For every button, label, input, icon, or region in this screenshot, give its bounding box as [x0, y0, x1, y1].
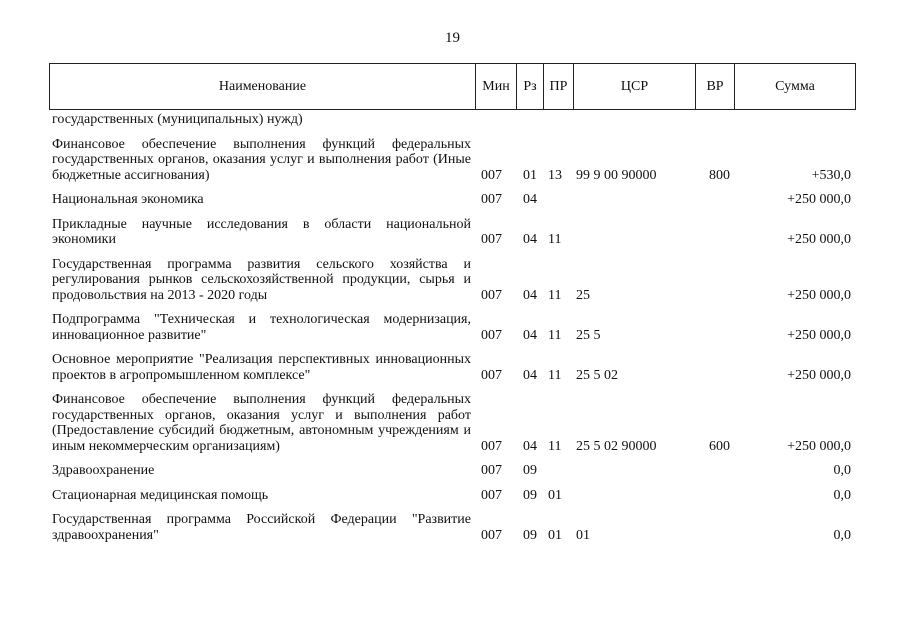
row-sum-cell: 0,0	[833, 463, 851, 478]
row-spacer	[49, 128, 855, 137]
row-spacer	[49, 503, 855, 512]
row-spacer-cell	[49, 454, 855, 463]
row-pr-cell: 11	[548, 367, 562, 383]
row-rz-cell: 04	[523, 287, 537, 303]
row-sum-cell: +530,0	[811, 167, 851, 183]
row-spacer-cell	[49, 503, 855, 512]
row-csr-cell: 01	[576, 527, 590, 543]
table-row	[49, 512, 855, 543]
row-min-cell: 007	[481, 232, 502, 247]
row-rz-cell: 01	[523, 167, 537, 183]
row-csr-cell: 99 9 00 90000	[576, 167, 657, 183]
row-min-cell: 007	[481, 287, 502, 303]
row-sum-cell: 0,0	[833, 527, 851, 543]
row-name-cell: Подпрограмма "Техническая и технологическая модернизация, инновационное развитие"	[52, 312, 471, 343]
row-spacer	[49, 343, 855, 352]
row-spacer-cell	[49, 343, 855, 352]
row-spacer	[49, 183, 855, 192]
row-csr-cell: 25 5 02	[576, 367, 618, 383]
row-vr-cell	[695, 112, 734, 128]
row-pr-cell	[543, 112, 573, 128]
table-row	[49, 312, 855, 343]
column-header-pr: ПР	[544, 64, 574, 110]
row-sum-cell: +250 000,0	[787, 287, 851, 303]
row-pr-cell: 11	[548, 438, 562, 454]
row-csr-cell	[573, 112, 695, 128]
table-row	[49, 463, 855, 479]
row-min-cell: 007	[481, 487, 502, 503]
row-csr-cell	[573, 192, 695, 208]
row-spacer-cell	[49, 248, 855, 257]
row-pr-cell: 11	[548, 327, 562, 343]
row-name-cell: Финансовое обеспечение выполнения функций федеральных государственных органов, оказания услуг и выполнения работ (Предоставление субсидий бюджетным, автономным учреждениям и иным некоммерческим организациям)	[52, 392, 471, 454]
row-spacer	[49, 383, 855, 392]
row-min-cell: 007	[481, 192, 502, 207]
row-name-cell: Государственная программа развития сельского хозяйства и регулирования рынков сельскохозяйственной продукции, сырья и продовольствия на 2013 - 2020 годы	[52, 256, 471, 303]
row-csr-cell: 25 5	[576, 327, 601, 343]
table-header	[49, 63, 856, 110]
row-sum-cell: +250 000,0	[787, 232, 851, 247]
row-vr-cell	[695, 512, 734, 543]
row-sum-cell	[734, 112, 855, 128]
row-rz-cell: 04	[523, 438, 537, 454]
row-vr-cell	[695, 463, 734, 479]
row-pr-cell: 11	[548, 287, 562, 303]
column-header-rz: Рз	[517, 64, 544, 110]
row-csr-cell: 25 5 02 90000	[576, 438, 657, 454]
row-vr-cell	[695, 488, 734, 504]
row-name-cell: Финансовое обеспечение выполнения функций федеральных государственных органов, оказания услуг и выполнения работ (Иные бюджетные ассигнования)	[52, 136, 471, 183]
row-pr-cell	[543, 463, 573, 479]
row-pr-cell: 13	[548, 167, 562, 183]
table-row	[49, 112, 855, 128]
row-spacer	[49, 303, 855, 312]
row-spacer-cell	[49, 303, 855, 312]
row-pr-cell: 11	[548, 232, 562, 247]
table-row	[49, 488, 855, 504]
row-csr-cell	[573, 463, 695, 479]
row-rz-cell: 04	[523, 232, 537, 247]
row-min-cell	[475, 112, 516, 128]
row-spacer	[49, 248, 855, 257]
row-csr-cell	[573, 217, 695, 248]
row-vr-cell	[695, 217, 734, 248]
row-min-cell: 007	[481, 327, 502, 343]
row-rz-cell: 04	[523, 327, 537, 343]
row-pr-cell	[543, 192, 573, 208]
row-sum-cell: 0,0	[833, 487, 851, 503]
row-rz-cell: 09	[523, 463, 537, 478]
row-csr-cell: 25	[576, 287, 590, 303]
row-spacer-cell	[49, 479, 855, 488]
row-vr-cell	[695, 352, 734, 383]
row-sum-cell: +250 000,0	[787, 327, 851, 343]
row-sum-cell: +250 000,0	[787, 192, 851, 207]
table-row	[49, 392, 855, 454]
row-pr-cell: 01	[548, 487, 562, 503]
row-min-cell: 007	[481, 463, 502, 478]
row-rz-cell: 04	[523, 192, 537, 207]
column-header-vr: ВР	[696, 64, 735, 110]
row-spacer	[49, 479, 855, 488]
row-pr-cell: 01	[548, 527, 562, 543]
row-rz-cell	[516, 112, 543, 128]
table-row	[49, 257, 855, 304]
row-rz-cell: 09	[523, 487, 537, 503]
row-min-cell: 007	[481, 367, 502, 383]
row-vr-cell	[695, 312, 734, 343]
column-header-name: Наименование	[50, 64, 476, 110]
row-name-cell: Основное мероприятие "Реализация перспективных инновационных проектов в агропромышленном комплексе"	[52, 352, 471, 383]
row-vr-cell	[695, 257, 734, 304]
row-vr-cell: 800	[709, 167, 730, 183]
row-spacer-cell	[49, 183, 855, 192]
row-name-cell: государственных (муниципальных) нужд)	[52, 112, 303, 127]
row-name-cell: Стационарная медицинская помощь	[52, 487, 269, 503]
table-row	[49, 137, 855, 184]
page-number: 19	[445, 30, 460, 46]
row-sum-cell: +250 000,0	[787, 367, 851, 383]
column-header-csr: ЦСР	[574, 64, 696, 110]
row-csr-cell	[573, 488, 695, 504]
column-header-min: Мин	[476, 64, 517, 110]
row-spacer-cell	[49, 128, 855, 137]
row-spacer	[49, 454, 855, 463]
row-min-cell: 007	[481, 527, 502, 543]
table-row	[49, 217, 855, 248]
row-name-cell: Прикладные научные исследования в области национальной экономики	[52, 216, 471, 247]
row-rz-cell: 09	[523, 527, 537, 543]
table-row	[49, 192, 855, 208]
row-min-cell: 007	[481, 438, 502, 454]
row-vr-cell	[695, 192, 734, 208]
row-spacer-cell	[49, 208, 855, 217]
row-name-cell: Государственная программа Российской Федерации "Развитие здравоохранения"	[52, 512, 471, 543]
column-header-sum: Сумма	[735, 64, 856, 110]
row-name-cell: Здравоохранение	[52, 463, 155, 478]
row-min-cell: 007	[481, 167, 502, 183]
row-name-cell: Национальная экономика	[52, 192, 204, 207]
row-spacer	[49, 208, 855, 217]
row-rz-cell: 04	[523, 367, 537, 383]
budget-table-body	[49, 112, 855, 543]
table-row	[49, 352, 855, 383]
row-vr-cell: 600	[709, 438, 730, 454]
row-spacer-cell	[49, 383, 855, 392]
row-sum-cell: +250 000,0	[787, 438, 851, 454]
